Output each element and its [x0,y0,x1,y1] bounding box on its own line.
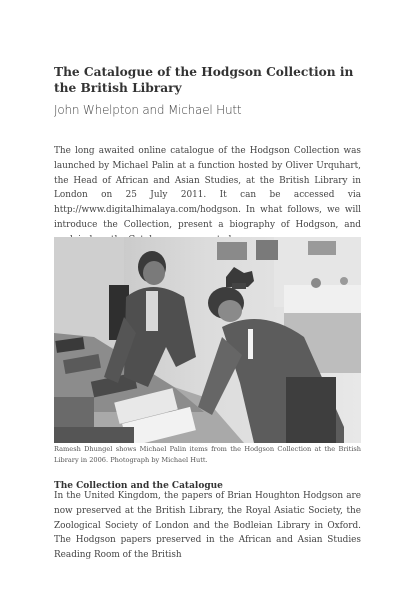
figure-caption: Ramesh Dhungel shows Michael Palin items from the Hodgson Collection at the British Library in 2006. Photograph by Michael Hutt. [54,445,361,464]
article-authors: John Whelpton and Michael Hutt [54,103,242,117]
intro-paragraph: The long awaited online catalogue of the Hodgson Collection was launched by Michael Palin at a function hosted by Oliver Urquhart, the Head of African and Asian Studies, at the British Library in London on 25 July 2011. It can be accessed via http://www.digitalhimalaya.com/hodgson. In what follows, we will introduce the Collection, present a biography of Hodgson, and [54,146,361,230]
section-heading: The Collection and the Catalogue [54,481,223,491]
photograph-image [54,237,361,443]
figure-photograph [54,237,361,443]
article-title: The Catalogue of the Hodgson Collection in the British Library [54,65,354,95]
section-paragraph: In the United Kingdom, the papers of Brian Houghton Hodgson are now preserved at the British Library, the Royal Asiatic Society, the Zoological Society of London and the Bodleian Library in Oxford. The Hodgson papers preserved in the African and Asian Studies Reading Room of the British [54,491,361,561]
